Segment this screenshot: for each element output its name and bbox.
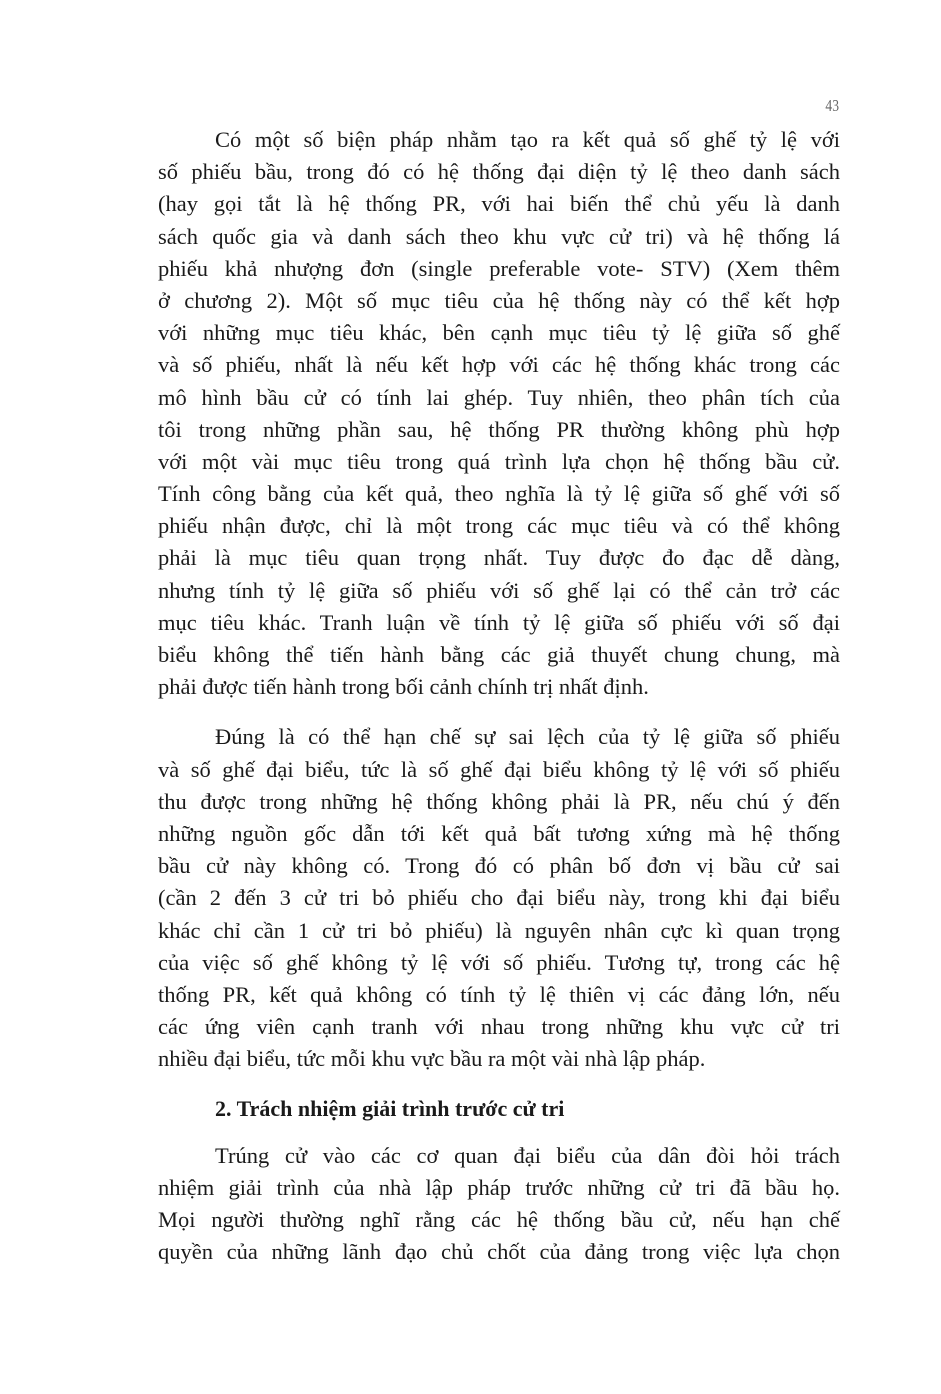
text-line: bầu cử này không có. Trong đó có phân bố đơn vị bầu cử sai bbox=[158, 853, 840, 879]
body-text bbox=[158, 124, 840, 1286]
text-line: (hay gọi tắt là hệ thống PR, với hai biến thể chủ yếu là danh bbox=[158, 191, 840, 217]
text-line: Có một số biện pháp nhằm tạo ra kết quả số ghế tỷ lệ với bbox=[215, 127, 840, 152]
text-line: và số ghế đại biểu, tức là số ghế đại biểu không tỷ lệ với số phiếu bbox=[158, 756, 840, 782]
text-line: phiếu nhận được, chỉ là một trong các mục tiêu và có thể không bbox=[158, 513, 840, 539]
text-line: của việc số ghế không tỷ lệ với số phiếu. Tương tự, trong các hệ bbox=[158, 949, 840, 975]
text-line: phải là mục tiêu quan trọng nhất. Tuy được đo đạc dễ dàng, bbox=[158, 545, 840, 571]
text-line: phiếu khả nhượng đơn (single preferable vote- STV) (Xem thêm bbox=[158, 255, 840, 281]
text-line: (cần 2 đến 3 cử tri bỏ phiếu cho đại biểu này, trong khi đại biểu bbox=[158, 885, 840, 911]
text-line: Mọi người thường nghĩ rằng các hệ thống bầu cử, nếu hạn chế bbox=[158, 1207, 840, 1232]
text-line: mô hình bầu cử có tính lai ghép. Tuy nhiên, theo phân tích của bbox=[158, 384, 840, 410]
text-line: nhưng tính tỷ lệ giữa số phiếu với số ghế lại có thể cản trở các bbox=[158, 577, 840, 603]
text-line: thống PR, kết quả không có tính tỷ lệ thiên vị các đảng lớn, nếu bbox=[158, 981, 840, 1007]
text-line: mục tiêu khác. Tranh luận về tính tỷ lệ giữa số phiếu với số đại bbox=[158, 609, 840, 635]
text-line: với những mục tiêu khác, bên cạnh mục tiêu tỷ lệ giữa số ghế bbox=[158, 320, 840, 346]
text-line: Tính công bằng của kết quả, theo nghĩa là tỷ lệ giữa số ghế với số bbox=[158, 481, 840, 507]
text-line: nhiều đại biểu, tức mỗi khu vực bầu ra một vài nhà lập pháp. bbox=[158, 1046, 706, 1072]
text-line: ở chương 2). Một số mục tiêu của hệ thống này có thể kết hợp bbox=[158, 287, 840, 313]
text-line: quyền của những lãnh đạo chủ chốt của đảng trong việc lựa chọn bbox=[158, 1239, 840, 1265]
paragraph-accountability bbox=[158, 1140, 840, 1269]
text-line: và số phiếu, nhất là nếu kết hợp với các hệ thống khác trong các bbox=[158, 352, 840, 378]
text-line: Đúng là có thể hạn chế sự sai lệch của tỷ lệ giữa số phiếu bbox=[215, 724, 840, 750]
text-line: những nguồn gốc dẫn tới kết quả bất tương xứng mà hệ thống bbox=[158, 820, 840, 846]
text-line: nhiệm giải trình của nhà lập pháp trước những cử tri đã bầu họ. bbox=[158, 1174, 840, 1200]
text-line: với một vài mục tiêu trong quá trình lựa chọn hệ thống bầu cử. bbox=[158, 448, 840, 474]
paragraph-proportional-representation bbox=[158, 124, 840, 703]
text-line: thu được trong những hệ thống không phải là PR, nếu chú ý đến bbox=[158, 788, 840, 814]
text-line: sách quốc gia và danh sách theo khu vực cử tri) và hệ thống lá bbox=[158, 223, 840, 249]
text-line: Trúng cử vào các cơ quan đại biểu của dân đòi hỏi trách bbox=[215, 1142, 840, 1168]
paragraph-disproportionality bbox=[158, 721, 840, 1075]
text-line: các ứng viên cạnh tranh với nhau trong những khu vực cử tri bbox=[158, 1014, 840, 1040]
text-line: khác chỉ cần 1 cử tri bỏ phiếu) là nguyên nhân cực kì quan trọng bbox=[158, 917, 840, 943]
text-line: tôi trong những phần sau, hệ thống PR thường không phù hợp bbox=[158, 416, 840, 442]
text-line: số phiếu bầu, trong đó có hệ thống đại diện tỷ lệ theo danh sách bbox=[158, 159, 840, 185]
page-number: 43 bbox=[825, 96, 839, 115]
text-line: phải được tiến hành trong bối cảnh chính trị nhất định. bbox=[158, 674, 649, 700]
section-heading: 2. Trách nhiệm giải trình trước cử tri bbox=[215, 1096, 565, 1122]
text-line: biểu không thể tiến hành bằng các giả thuyết chung chung, mà bbox=[158, 642, 840, 667]
